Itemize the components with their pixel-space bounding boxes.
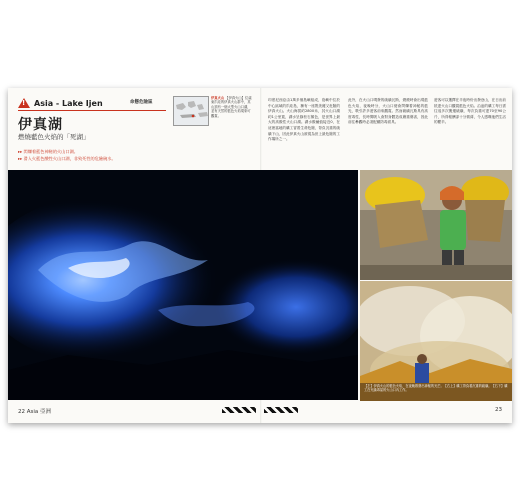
region-label: Asia - Lake Ijen: [34, 98, 103, 108]
map-caption: [211, 96, 253, 118]
photo-caption: 【左】伊真火山的藍色火焰，在夜晚散發出神秘的光芒。【右上】礦工背負着沉重的硫磺。【右下】礦工在充滿毒氣的火山口內工作。: [364, 384, 508, 393]
blue-flame-illustration: [8, 170, 358, 400]
region-header: [18, 97, 103, 109]
article-subtitle: 燃燒藍色火焰的「死湖」: [18, 133, 90, 141]
magazine-spread: [8, 88, 512, 423]
body-column-2: 此外，在火山口噴發的硫磺瓦斯，燃燒時會出現藍色火焰，夜晚時分，火山口便會閃爍着神秘的藍光，吸引許多遊客前來觀賞。然而硫磺瓦斯具有高度毒性，長時間吸入會對身體造成嚴重傷害，因此前往參觀時必須配戴防毒面具。: [348, 98, 428, 125]
body-column-3: 遊客可以選擇在半夜時份出發登山，在日出前抵達火山口觀賞藍色火焰。沿途的礦工每日需往返多次搬運硫磺，每次負重可達70至90公斤，所得報酬卻十分微薄，令人感嘆他們生活的艱辛。: [434, 98, 506, 125]
indonesia-map-graphic: [174, 97, 209, 126]
title-divider: [18, 110, 166, 111]
map-caption-label: 伊真火山: [211, 96, 225, 100]
sulfur-miner-photo: [360, 170, 512, 280]
miner-illustration: [360, 170, 512, 280]
summary-bullet: ▸▸ 滑入火藍色酸性火山口湖，非致死性的危險碗水。: [18, 156, 116, 161]
hazard-tape-decoration: [264, 407, 298, 413]
article-title: 伊真湖: [18, 117, 63, 133]
folio-left: 22 Asia 亞洲: [18, 409, 52, 415]
summary-bullets: [18, 148, 168, 162]
category-label: 命懸危險區: [130, 100, 153, 105]
map-caption-text: 【伊真火山】位處東爪哇的伊真火山群中，其山頂有一個大型火山口湖，並有天然的藍色火焰現象可觀賞。: [211, 96, 252, 118]
body-column-1: 印度尼西亞由1萬多個島嶼組成，島嶼中位於中心區域的爪哇島，擁有一座既美麗又危險的伊真火山。火山海拔約2800米，其火山口湖約1公里寬，湖水呈綠松石顏色，是世界上最大的高酸性火山口湖。湖水酸鹼值接近0，在這裡當地的礦工冒着生命危險，背負沉重的硫磺下山，因此伊真火山被視為世上最危險的工作場所之一。: [268, 98, 340, 142]
hazard-tape-decoration: [222, 407, 256, 413]
summary-bullet: ▸▸ 閃爍着藍色神秘的火山口湖。: [18, 149, 78, 154]
smoke-illustration: [360, 281, 512, 401]
blue-fire-photo: [8, 170, 358, 400]
folio-right: 23: [495, 407, 502, 413]
sulfur-smoke-photo: [360, 281, 512, 401]
warning-triangle-icon: [18, 98, 30, 108]
location-map: [173, 96, 209, 126]
